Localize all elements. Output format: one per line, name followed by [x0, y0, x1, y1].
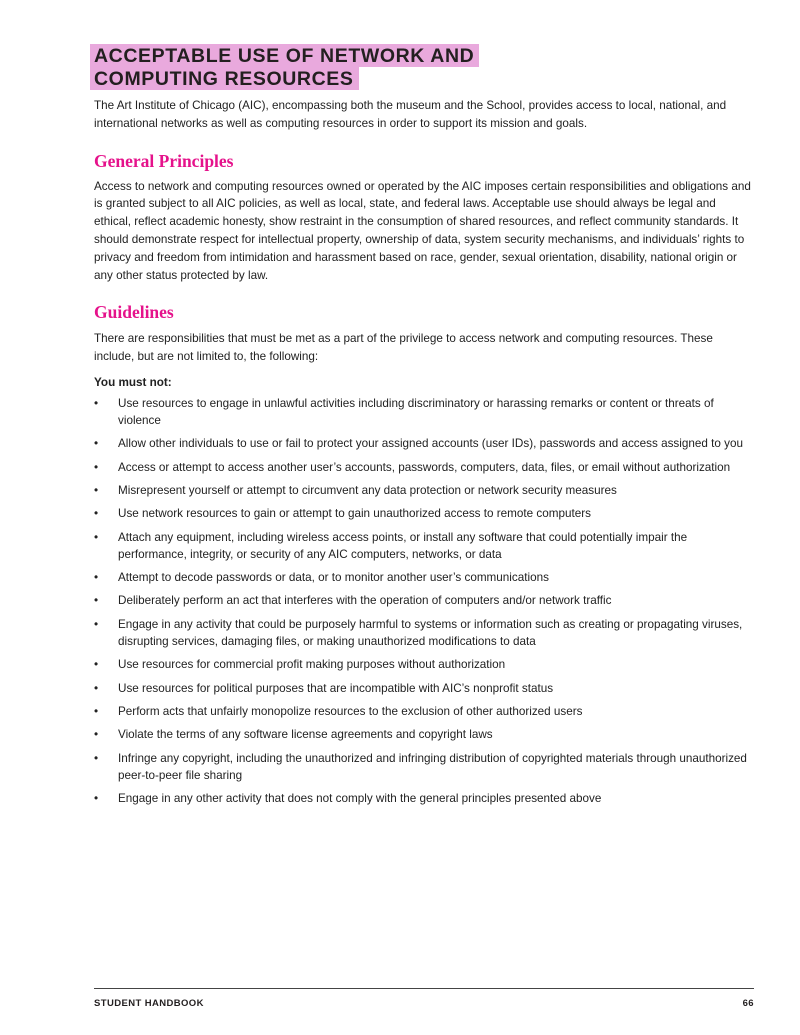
bullet-icon: •: [94, 751, 99, 765]
list-item-text: Misrepresent yourself or attempt to circumvent any data protection or network security measures: [118, 483, 617, 497]
list-item-text: Use resources to engage in unlawful activities including discriminatory or harassing remarks or content or threats of violence: [118, 396, 714, 428]
page-title: [90, 44, 754, 90]
list-item-text: Engage in any other activity that does not comply with the general principles presented above: [118, 792, 602, 806]
bullet-icon: •: [94, 396, 99, 410]
bullet-icon: •: [94, 460, 99, 474]
list-item: [94, 569, 754, 586]
bullet-icon: •: [94, 437, 99, 451]
bullet-icon: •: [94, 530, 99, 544]
list-item: [94, 750, 754, 785]
page-title-line-1: ACCEPTABLE USE OF NETWORK AND: [90, 44, 479, 67]
list-item-text: Access or attempt to access another user’s accounts, passwords, computers, data, files, or email without authorization: [118, 460, 731, 474]
bullet-icon: •: [94, 792, 99, 806]
list-item: [94, 435, 754, 452]
intro-paragraph: The Art Institute of Chicago (AIC), encompassing both the museum and the School, provides access to local, national, and international networks as well as computing resources in order to support its mission and goals.: [94, 99, 727, 130]
general-principles-paragraph: Access to network and computing resources owned or operated by the AIC imposes certain responsibilities and obligations and is granted subject to all AIC policies, as well as local, state, and federal laws. Acceptable use should always be legal and ethical, reflect academic honesty, show restraint in the consumption of shared resources, and reflect community standards. It should demonstrate respect for intellectual property, ownership of data, system security mechanisms, and individuals’ rights to privacy and freedom from intimidation and harassment based on race, gender, sexual orientation, disability, national origin or any other status protected by law.: [94, 179, 751, 282]
list-item: [94, 616, 754, 651]
list-item: [94, 656, 754, 673]
page-content: [94, 44, 754, 813]
footer-title: STUDENT HANDBOOK: [94, 998, 204, 1009]
list-item: [94, 680, 754, 697]
list-item-text: Attach any equipment, including wireless access points, or install any software that could potentially impair the performance, integrity, or security of any AIC computers, networks, or data: [118, 530, 688, 561]
rules-list: [94, 395, 754, 808]
list-item: [94, 459, 754, 476]
page-title-line-2: COMPUTING RESOURCES: [90, 67, 359, 90]
bullet-icon: •: [94, 658, 99, 672]
list-item: [94, 703, 754, 720]
list-item-text: Perform acts that unfairly monopolize resources to the exclusion of other authorized users: [118, 704, 583, 718]
list-item-text: Use network resources to gain or attempt to gain unauthorized access to remote computers: [118, 507, 591, 521]
bullet-icon: •: [94, 571, 99, 585]
list-item-text: Violate the terms of any software license agreements and copyright laws: [118, 728, 493, 742]
bullet-icon: •: [94, 483, 99, 497]
list-item-text: Allow other individuals to use or fail to protect your assigned accounts (user IDs), passwords and access assigned to you: [118, 437, 743, 451]
list-item: [94, 790, 754, 807]
list-item-text: Deliberately perform an act that interferes with the operation of computers and/or network traffic: [118, 594, 612, 608]
bullet-icon: •: [94, 507, 99, 521]
bullet-icon: •: [94, 681, 99, 695]
list-item: [94, 395, 754, 430]
list-item: [94, 592, 754, 609]
list-item-text: Infringe any copyright, including the unauthorized and infringing distribution of copyrighted materials through unauthorized peer-to-peer file sharing: [118, 751, 747, 782]
page-number: 66: [742, 998, 754, 1009]
bullet-icon: •: [94, 617, 99, 631]
list-item-text: Use resources for political purposes that are incompatible with AIC’s nonprofit status: [118, 681, 554, 695]
list-item: [94, 505, 754, 522]
must-not-label: You must not:: [94, 375, 172, 389]
bullet-icon: •: [94, 594, 99, 608]
footer-divider: [94, 988, 754, 989]
list-item-text: Use resources for commercial profit making purposes without authorization: [118, 658, 506, 672]
bullet-icon: •: [94, 728, 99, 742]
general-principles-heading: General Principles: [94, 150, 234, 171]
guidelines-heading: Guidelines: [94, 302, 174, 323]
list-item: [94, 529, 754, 564]
list-item: [94, 482, 754, 499]
list-item-text: Attempt to decode passwords or data, or to monitor another user’s communications: [118, 571, 549, 585]
list-item-text: Engage in any activity that could be purposely harmful to systems or information such as creating or propagating viruses, disrupting services, damaging files, or making unauthorized modifications to data: [118, 617, 743, 649]
bullet-icon: •: [94, 704, 99, 718]
list-item: [94, 726, 754, 743]
guidelines-paragraph: There are responsibilities that must be met as a part of the privilege to access network and computing resources. These include, but are not limited to, the following:: [94, 332, 713, 364]
